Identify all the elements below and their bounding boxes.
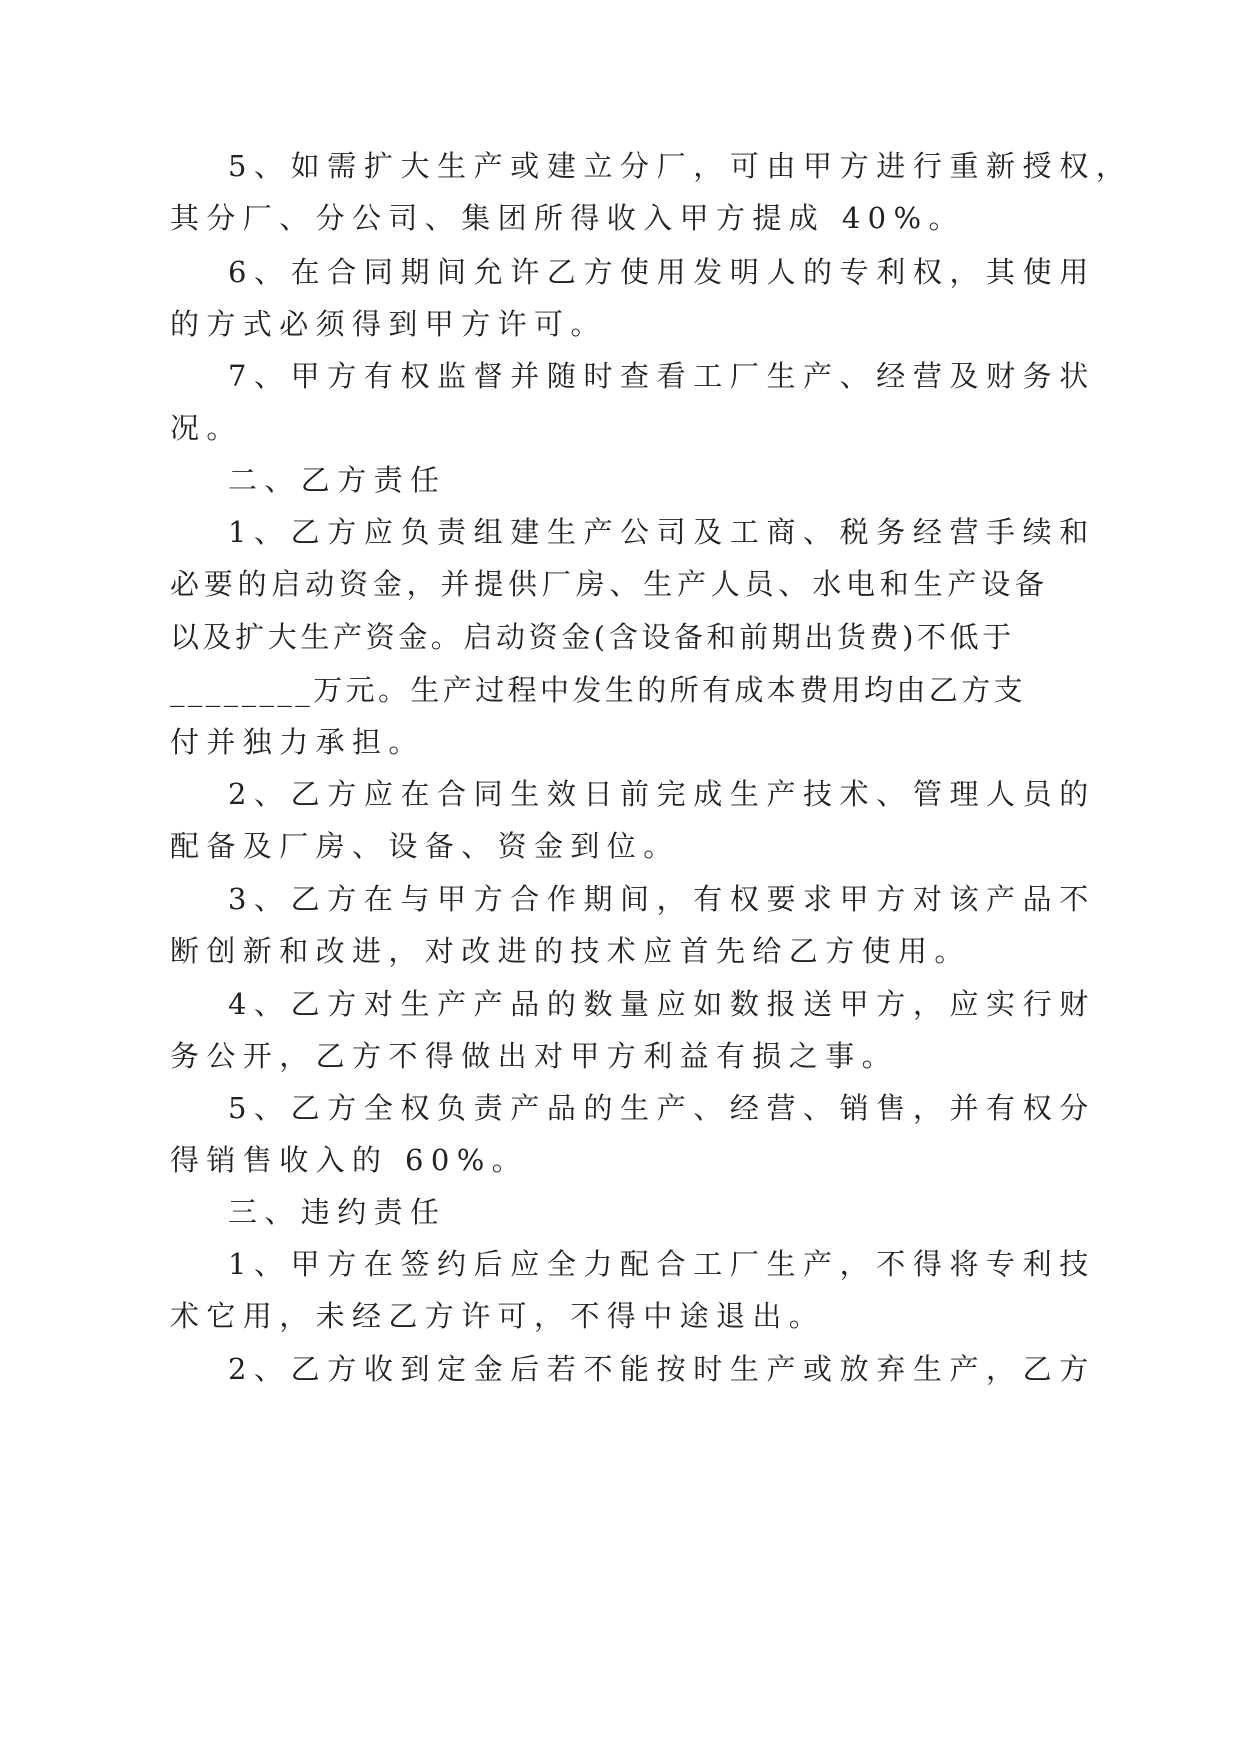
text-line [0,564,1241,604]
line-text: 必要的启动资金，并提供厂房、生产人员、水电和生产设备 [170,567,1049,601]
line-text: 1、甲方在签约后应全力配合工厂生产，不得将专利技 [228,1247,1096,1281]
text-line [0,1036,1241,1076]
line-text: 务公开，乙方不得做出对甲方利益有损之事。 [170,1039,899,1073]
line-text: 4、乙方对生产产品的数量应如数报送甲方，应实行财 [228,987,1096,1021]
section-heading [0,460,1241,500]
text-line [0,408,1241,448]
text-line [0,722,1241,762]
line-text: 况。 [170,411,243,445]
text-line [0,774,1241,814]
text-line [0,670,1241,710]
line-text: 其分厂、分公司、集团所得收入甲方提成 40%。 [170,201,965,235]
line-text: 5、如需扩大生产或建立分厂，可由甲方进行重新授权， [228,149,1133,183]
text-line [0,198,1241,238]
line-text: 的方式必须得到甲方许可。 [170,307,607,341]
text-line [0,984,1241,1024]
text-line [0,879,1241,919]
text-line [0,1296,1241,1336]
line-text: 5、乙方全权负责产品的生产、经营、销售，并有权分 [228,1091,1096,1125]
line-text: 三、违约责任 [228,1195,447,1229]
line-text: 以及扩大生产资金。启动资金(含设备和前期出货费)不低于 [170,620,1015,654]
text-line [0,1244,1241,1284]
text-line [0,146,1241,186]
text-line [0,617,1241,657]
text-line [0,356,1241,396]
line-text: 2、乙方收到定金后若不能按时生产或放弃生产，乙方 [228,1352,1096,1386]
line-text: 3、乙方在与甲方合作期间，有权要求甲方对该产品不 [228,882,1096,916]
line-text: 1、乙方应负责组建生产公司及工商、税务经营手续和 [228,515,1096,549]
text-line [0,304,1241,344]
line-text: 得销售收入的 60%。 [170,1143,529,1177]
text-line [0,1140,1241,1180]
text-line [0,1349,1241,1389]
line-text: 配备及厂房、设备、资金到位。 [170,829,680,863]
text-line [0,826,1241,866]
line-text: 术它用，未经乙方许可，不得中途退出。 [170,1299,826,1333]
section-heading [0,1192,1241,1232]
line-text: 断创新和改进，对改进的技术应首先给乙方使用。 [170,934,971,968]
line-text: 二、乙方责任 [228,463,447,497]
text-line [0,1088,1241,1128]
line-text: ________万元。生产过程中发生的所有成本费用均由乙方支 [170,673,1027,707]
line-text: 付并独力承担。 [170,725,425,759]
line-text: 7、甲方有权监督并随时查看工厂生产、经营及财务状 [228,359,1096,393]
text-line [0,512,1241,552]
text-line [0,931,1241,971]
line-text: 2、乙方应在合同生效日前完成生产技术、管理人员的 [228,777,1096,811]
line-text: 6、在合同期间允许乙方使用发明人的专利权，其使用 [228,255,1096,289]
text-line [0,252,1241,292]
